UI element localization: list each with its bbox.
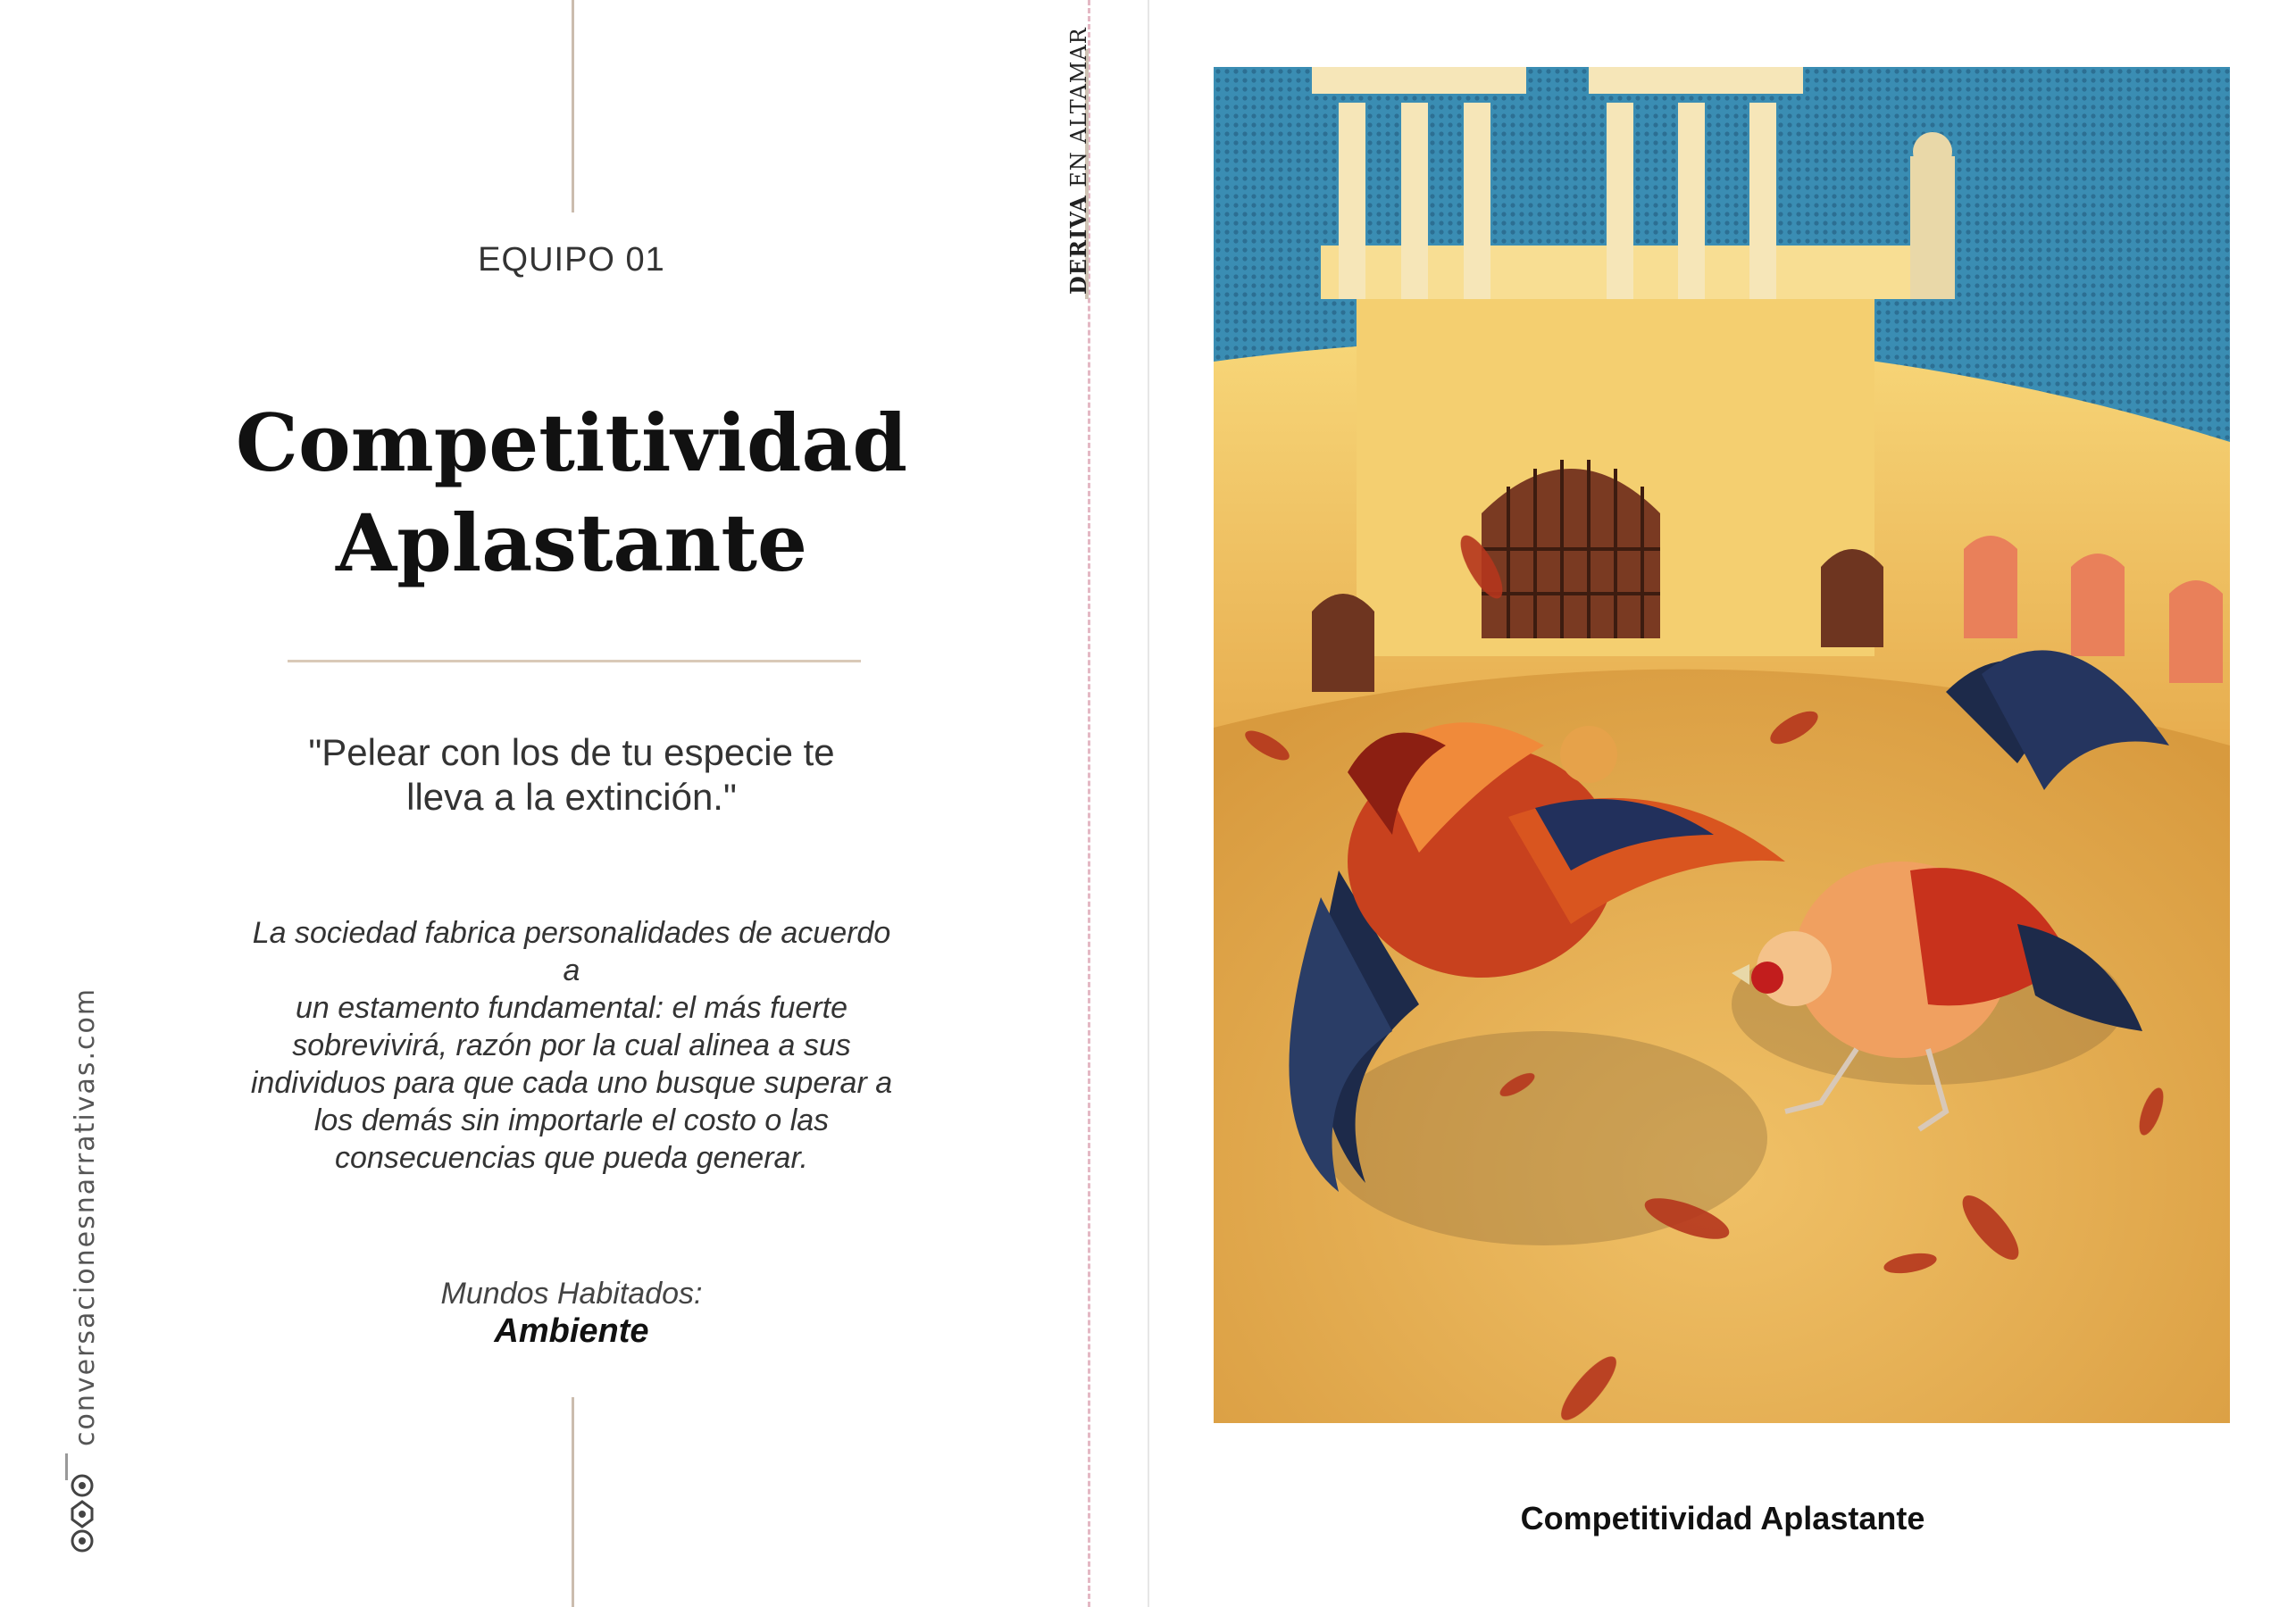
team-label: EQUIPO 01: [478, 241, 665, 279]
page-title: [179, 393, 964, 593]
website-url[interactable]: conversacionesnarrativas.com: [70, 987, 101, 1446]
bottom-divider-line: [572, 1397, 574, 1607]
illustration-caption: Competitividad Aplastante: [1520, 1500, 1925, 1536]
description-line: los demás sin importarle el costo o las: [313, 1103, 830, 1137]
worlds-value: Ambiente: [494, 1312, 649, 1350]
description-line: individuos para que cada uno busque superar a: [250, 1066, 893, 1100]
spine-brand: [1065, 0, 1092, 295]
top-divider-line: [572, 0, 574, 212]
description: [250, 914, 893, 1177]
title-divider: [288, 660, 861, 662]
worlds-label: Mundos Habitados:: [440, 1277, 703, 1311]
title-line-2: Aplastante: [335, 496, 808, 589]
cockfight-arena-illustration: [1214, 67, 2230, 1423]
spine-brand-bold: DERIVA: [1065, 195, 1091, 295]
description-line: un estamento fundamental: el más fuerte: [295, 991, 848, 1025]
quote-line-2: lleva a la extinción.": [406, 776, 737, 818]
quote: [223, 730, 920, 820]
title-line-1: Competitividad: [235, 396, 908, 489]
quote-line-1: "Pelear con los de tu especie te: [308, 731, 835, 773]
arena-illustration-icon: [1214, 67, 2230, 1423]
description-line: La sociedad fabrica personalidades de acuerdo a: [252, 916, 891, 987]
description-line: consecuencias que pueda generar.: [335, 1141, 808, 1175]
spine-brand-rest: EN ALTAMAR: [1066, 27, 1091, 196]
brand-logo-icon: [66, 1473, 98, 1553]
description-line: sobrevivirá, razón por la cual alinea a sus: [292, 1028, 851, 1062]
